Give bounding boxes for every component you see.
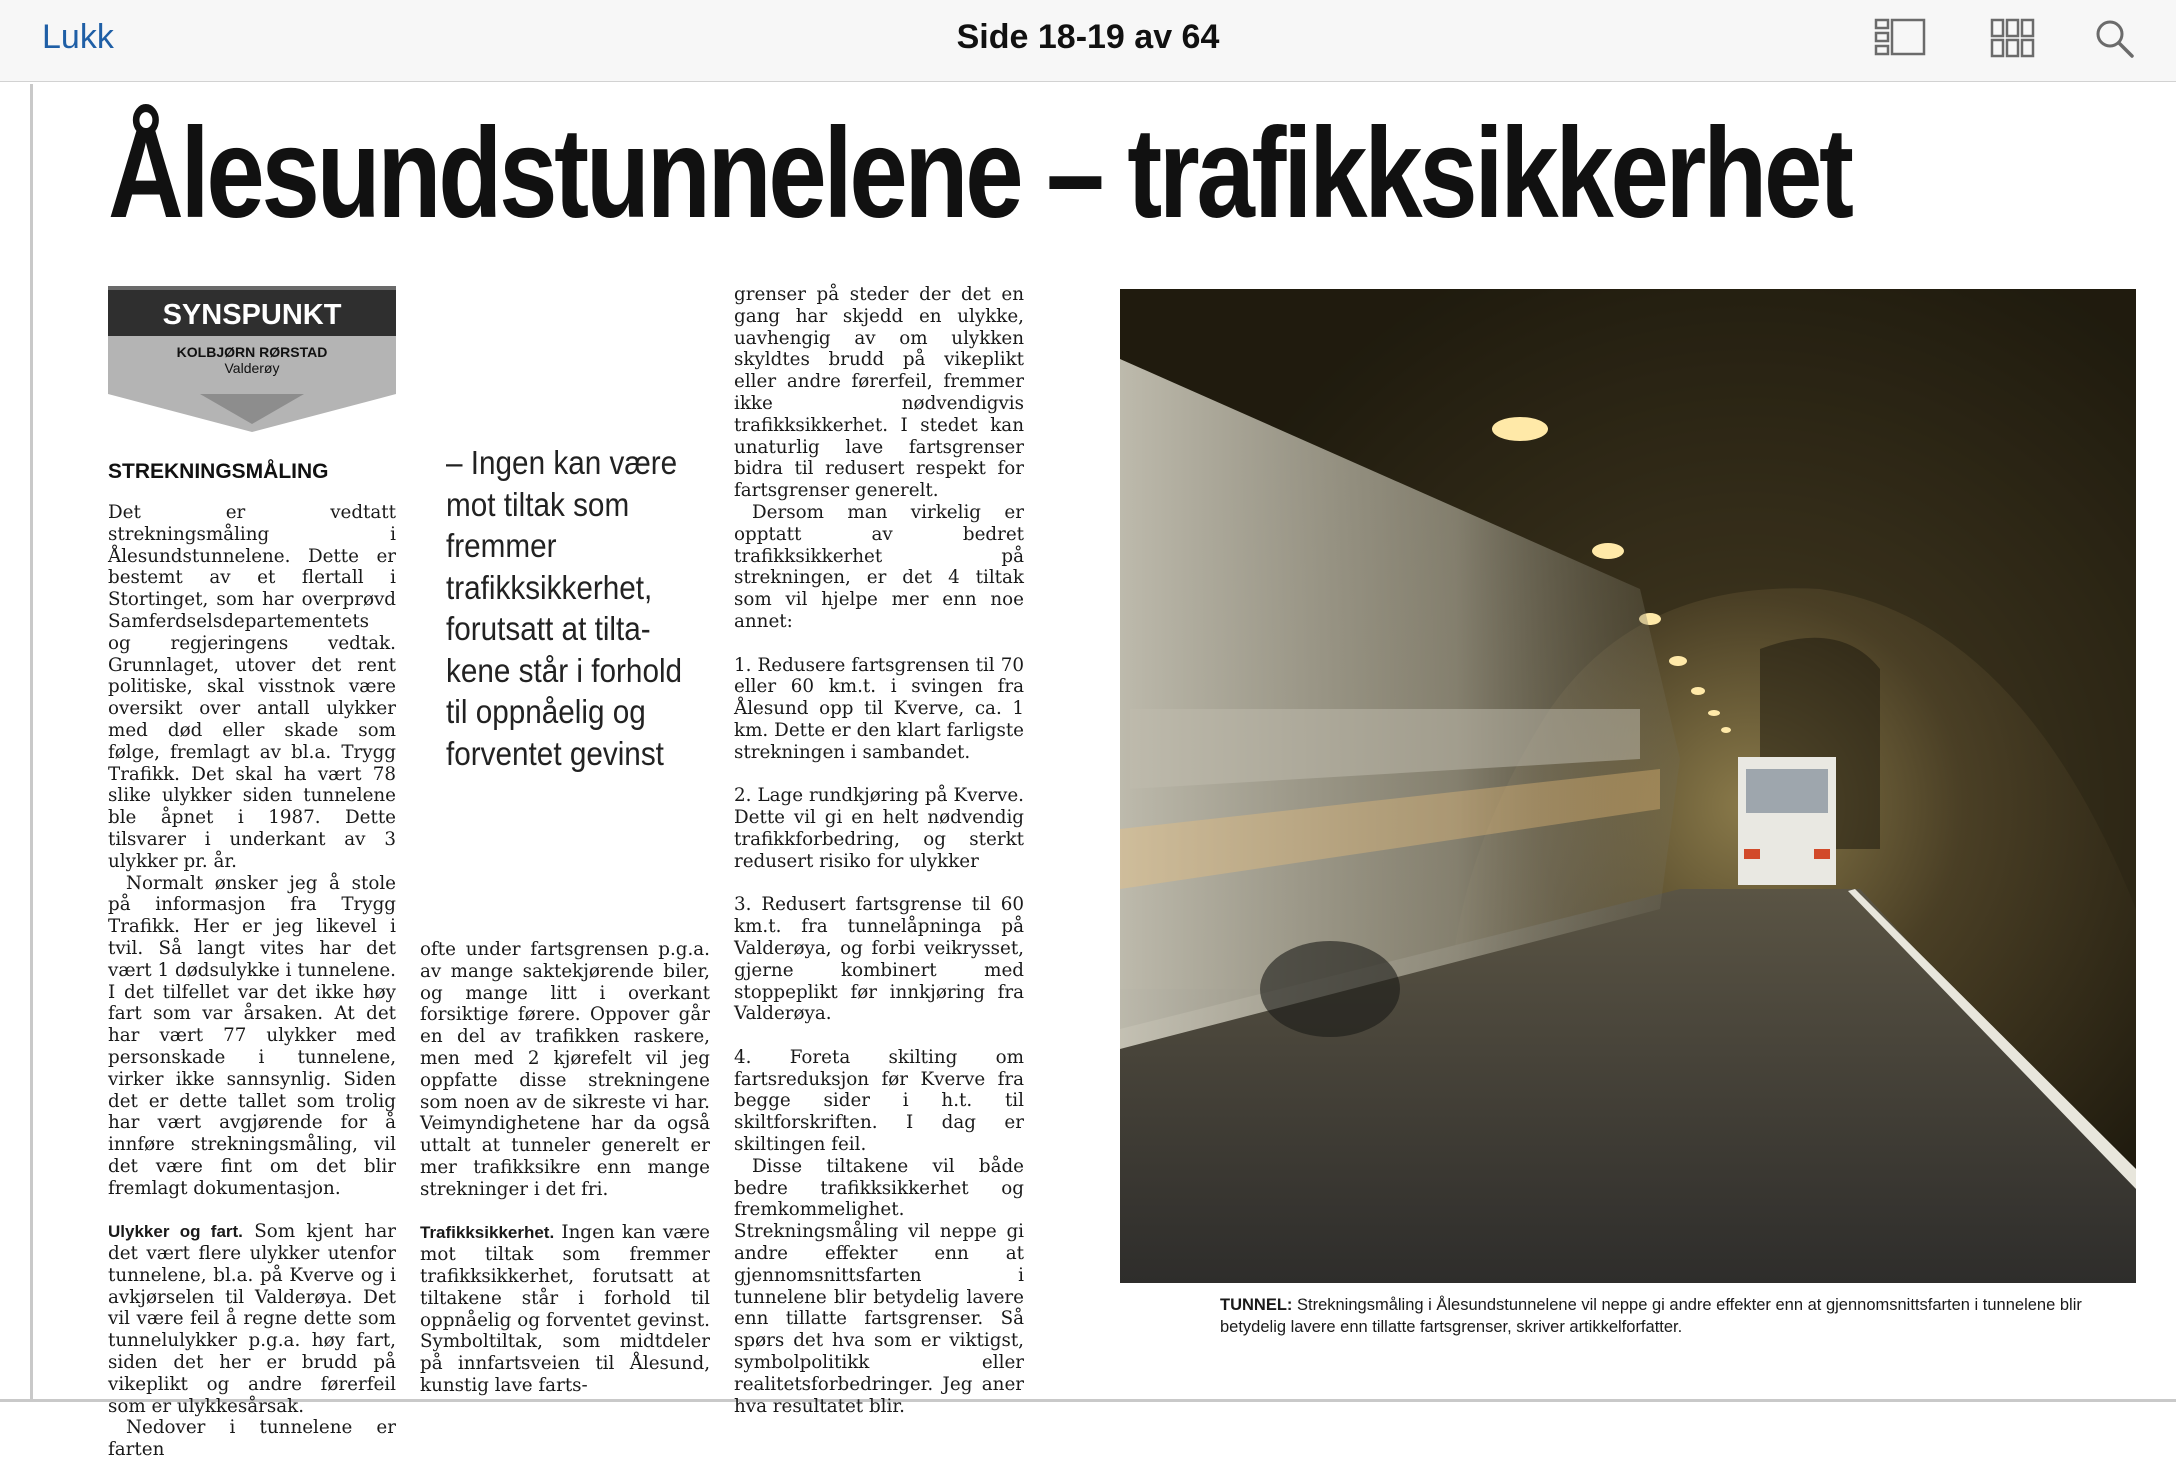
page-border-left [30, 84, 33, 1399]
single-page-view-icon[interactable] [1874, 18, 1928, 58]
list-item: 1. Redusere fartsgrensen til 70 eller 60 km.t. i svingen fra Ålesund opp til Kverve, ca. 1 km. Dette er den klart farligste strekningen i sambandet. [734, 654, 1024, 763]
close-button[interactable]: Lukk [42, 18, 114, 56]
paragraph: grenser på steder der det en gang har skjedd en ulykke, uavhengig av om ulykken skyldtes brudd på vikeplikt eller andre førerfeil, fremmer ikke nødvendigvis trafikksikkerhet. I stedet kan unaturlig lave fartsgrenser bidra til redusert respekt for fartsgrenser generelt. [734, 284, 1024, 502]
paragraph: Disse tiltakene vil både bedre trafikksikkerhet og fremkommelighet. Strekningsmåling vil neppe gi andre effekter enn at gjennomsnittsfarten i tunnelene blir betydelig lavere enn tillatte fartsgrenser. Så spørs det hva som er viktigst, symbolpolitikk eller realitetsforbedringer. Jeg aner hva resultatet blir. [734, 1155, 1024, 1417]
list-item: 4. Foreta skilting om fartsreduksjon før Kverve fra begge sider i h.t. til skiltforskriften. I dag er skiltingen feil. [734, 1046, 1024, 1156]
paragraph: Nedover i tunnelene er farten [108, 1417, 396, 1461]
paragraph-body: Ingen kan være mot tiltak som fremmer trafikksikkerhet, forutsatt at tiltakene står i forhold til oppnåelig og forventet gevinst. Symboltiltak, som midtdeler på innfartsveien til Ålesund, kunstig lave farts- [420, 1222, 710, 1396]
badge-author: KOLBJØRN RØRSTAD [176, 344, 328, 360]
paragraph: Det er vedtatt strekningsmåling i Ålesundstunnelene. Dette er bestemt av et flertall i Stortinget, som har overprøvd Samferdselsdepartementets og regjeringens vedtak. Grunnlaget, utover det rent politiske, skal visstnok være oversikt over antall ulykker med død eller skade som følge, fremlagt av bl.a. Trygg Trafikk. Det skal ha vært 78 slike ulykker siden tunnelene ble åpnet i 1987. Dette tilsvarer i underkant av 3 ulykker pr. år. [108, 502, 396, 872]
paragraph-lead: Trafikksikkerhet. [420, 1223, 555, 1243]
list-item: 2. Lage rundkjøring på Kverve. Dette vil gi en helt nødvendig trafikkforbedring, og sterkt redusert risiko for ulykker [734, 785, 1024, 872]
section-heading: STREKNINGSMÅLING [108, 460, 329, 483]
search-icon[interactable] [2094, 18, 2136, 58]
paragraph-lead: Ulykker og fart. [108, 1222, 243, 1242]
paragraph: ofte under fartsgrensen p.g.a. av mange saktekjørende biler, og mange litt i overkant forsiktige førere. Oppover går en del av trafikken raskere, men med 2 kjørefelt vil jeg oppfatte disse strekningene som noen av de sikreste vi har. Veimyndighetene har da også uttalt at tunneler generelt er mer trafikksikre enn mange strekninger i det fri. [420, 939, 710, 1200]
paragraph [420, 1222, 710, 1396]
list-item: 3. Redusert fartsgrense til 60 km.t. fra tunnelåpninga på Valderøya, og forbi veikrysset, gjerne kombinert med stoppeplikt før innkjøring fra Valderøya. [734, 894, 1024, 1025]
paragraph: Dersom man virkelig er opptatt av bedret trafikksikkerhet på strekningen, er det 4 tiltak som vil hjelpe mer enn noe annet: [734, 501, 1024, 632]
pull-quote: – Ingen kan være mot tiltak som fremmer trafikksikkerhet, forutsatt at tilta-kene står i forhold til oppnåelig og forventet gevinst [446, 444, 683, 772]
tunnel-photo [1120, 289, 2136, 1283]
caption-lead: TUNNEL: [1220, 1296, 1293, 1314]
synspunkt-badge [108, 286, 396, 432]
paragraph-body: Som kjent har det vært flere ulykker utenfor tunnelene, bl.a. på Kverve og i avkjørselen til Valderøya. Det vil være feil å regne dette som tunnelulykker p.g.a. høy fart, siden det her er brudd på vikeplikt og andre førerfeil som er ulykkesårsak. [108, 1221, 396, 1417]
article-column-3 [734, 284, 1024, 1417]
article-column-1 [108, 502, 396, 1461]
article-headline: Ålesundstunnelene – trafikksikkerhet [108, 102, 1851, 245]
caption-text: Strekningsmåling i Ålesundstunnelene vil neppe gi andre effekter enn at gjennomsnittsfarten i tunnelene blir betydelig lavere enn tillatte fartsgrenser, skriver artikkelforfatter. [1220, 1296, 2082, 1336]
viewer-toolbar [0, 0, 2176, 82]
badge-title: SYNSPUNKT [108, 286, 396, 336]
badge-place: Valderøy [224, 360, 280, 376]
badge-arrow [108, 394, 396, 432]
page-indicator: Side 18-19 av 64 [956, 18, 1220, 56]
badge-byline [108, 336, 396, 394]
photo-caption [1220, 1294, 2120, 1338]
grid-view-icon[interactable] [1990, 18, 2036, 58]
article-column-2 [420, 939, 710, 1397]
paragraph [108, 1221, 396, 1417]
paragraph: Normalt ønsker jeg å stole på informasjon fra Trygg Trafikk. Her er jeg likevel i tvil. Så langt vites har det vært 1 dødsulykke i tunnelene. I det tilfellet var det ikke høy fart som var årsaken. At det har vært 77 ulykker med personskade i tunnelene, virker ikke sannsynlig. Siden det er dette tallet som trolig har vært avgjørende for å innføre strekningsmåling, vil det være fint om det blir fremlagt dokumentasjon. [108, 872, 396, 1199]
